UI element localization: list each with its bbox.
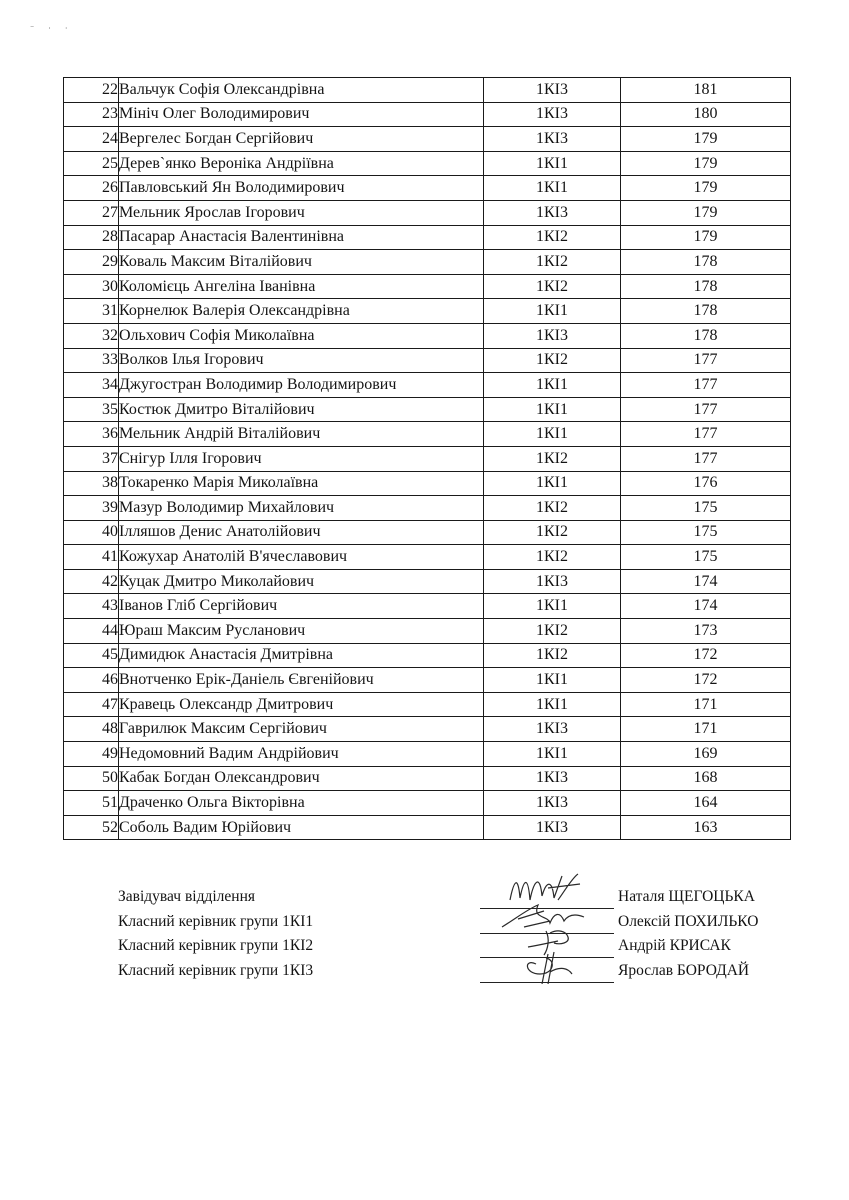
- student-score: 180: [621, 102, 791, 127]
- table-row: [64, 225, 791, 250]
- table-row: [64, 471, 791, 496]
- student-name: Павловський Ян Володимирович: [119, 176, 484, 201]
- row-number: 32: [64, 323, 119, 348]
- student-score: 168: [621, 766, 791, 791]
- row-number: 30: [64, 274, 119, 299]
- student-group: 1КІ1: [484, 594, 621, 619]
- student-name: Снігур Ілля Ігорович: [119, 446, 484, 471]
- table-row: [64, 594, 791, 619]
- student-name: Соболь Вадим Юрійович: [119, 815, 484, 840]
- student-group: 1КІ1: [484, 692, 621, 717]
- student-score: 179: [621, 151, 791, 176]
- signatory-name: Андрій КРИСАК: [618, 937, 731, 954]
- table-row: [64, 348, 791, 373]
- student-group: 1КІ3: [484, 323, 621, 348]
- table-row: [64, 643, 791, 668]
- student-score: 177: [621, 422, 791, 447]
- table-row: [64, 520, 791, 545]
- student-group: 1КІ2: [484, 619, 621, 644]
- row-number: 45: [64, 643, 119, 668]
- student-group: 1КІ2: [484, 643, 621, 668]
- student-group: 1КІ2: [484, 274, 621, 299]
- row-number: 44: [64, 619, 119, 644]
- row-number: 47: [64, 692, 119, 717]
- student-name: Юраш Максим Русланович: [119, 619, 484, 644]
- table-row: [64, 176, 791, 201]
- student-score: 164: [621, 791, 791, 816]
- row-number: 34: [64, 373, 119, 398]
- student-group: 1КІ3: [484, 78, 621, 103]
- ranking-table: [63, 77, 791, 840]
- table-row: [64, 545, 791, 570]
- table-row: [64, 692, 791, 717]
- row-number: 33: [64, 348, 119, 373]
- student-name: Мініч Олег Володимирович: [119, 102, 484, 127]
- student-group: 1КІ1: [484, 151, 621, 176]
- signatory-role: Класний керівник групи 1КІ2: [118, 937, 314, 954]
- table-row: [64, 619, 791, 644]
- table-row: [64, 102, 791, 127]
- row-number: 36: [64, 422, 119, 447]
- student-group: 1КІ3: [484, 791, 621, 816]
- signatory-role: Класний керівник групи 1КІ3: [118, 961, 314, 979]
- table-row: [64, 250, 791, 275]
- table-row: [64, 446, 791, 471]
- student-name: Кравець Олександр Дмитрович: [119, 692, 484, 717]
- student-score: 181: [621, 78, 791, 103]
- student-group: 1КІ3: [484, 200, 621, 225]
- student-score: 171: [621, 692, 791, 717]
- student-name: Токаренко Марія Миколаївна: [119, 471, 484, 496]
- row-number: 29: [64, 250, 119, 275]
- table-row: [64, 323, 791, 348]
- student-score: 175: [621, 545, 791, 570]
- student-name: Волков Ілья Ігорович: [119, 348, 484, 373]
- row-number: 28: [64, 225, 119, 250]
- student-group: 1КІ1: [484, 668, 621, 693]
- student-group: 1КІ2: [484, 520, 621, 545]
- table-row: [64, 373, 791, 398]
- student-group: 1КІ2: [484, 496, 621, 521]
- student-score: 178: [621, 274, 791, 299]
- student-group: 1КІ1: [484, 176, 621, 201]
- row-number: 35: [64, 397, 119, 422]
- student-name: Драченко Ольга Вікторівна: [119, 791, 484, 816]
- table-row: [64, 569, 791, 594]
- student-score: 177: [621, 373, 791, 398]
- student-score: 176: [621, 471, 791, 496]
- student-score: 179: [621, 225, 791, 250]
- student-score: 171: [621, 717, 791, 742]
- student-name: Іванов Гліб Сергійович: [119, 594, 484, 619]
- row-number: 50: [64, 766, 119, 791]
- student-score: 175: [621, 520, 791, 545]
- student-group: 1КІ2: [484, 348, 621, 373]
- student-name: Пасарар Анастасія Валентинівна: [119, 225, 484, 250]
- student-name: Ілляшов Денис Анатолійович: [119, 520, 484, 545]
- student-group: 1КІ1: [484, 742, 621, 767]
- signature-block: [118, 888, 798, 986]
- table-row: [64, 815, 791, 840]
- row-number: 52: [64, 815, 119, 840]
- student-group: 1КІ1: [484, 299, 621, 324]
- table-row: [64, 151, 791, 176]
- row-number: 48: [64, 717, 119, 742]
- student-score: 177: [621, 348, 791, 373]
- table-row: [64, 200, 791, 225]
- student-score: 172: [621, 643, 791, 668]
- student-name: Вальчук Софія Олександрівна: [119, 78, 484, 103]
- student-name: Кабак Богдан Олександрович: [119, 766, 484, 791]
- student-score: 179: [621, 127, 791, 152]
- student-score: 179: [621, 176, 791, 201]
- row-number: 51: [64, 791, 119, 816]
- scan-corner-marks: ⁻ · ·: [30, 24, 74, 33]
- table-row: [64, 274, 791, 299]
- handwritten-signature: [488, 944, 608, 984]
- student-score: 174: [621, 594, 791, 619]
- table-row: [64, 717, 791, 742]
- student-name: Кожухар Анатолій В'ячеславович: [119, 545, 484, 570]
- table-row: [64, 742, 791, 767]
- table-row: [64, 496, 791, 521]
- student-name: Куцак Дмитро Миколайович: [119, 569, 484, 594]
- row-number: 26: [64, 176, 119, 201]
- student-name: Недомовний Вадим Андрійович: [119, 742, 484, 767]
- row-number: 39: [64, 496, 119, 521]
- student-group: 1КІ3: [484, 127, 621, 152]
- signatory-name: Олексій ПОХИЛЬКО: [618, 912, 759, 930]
- signature-row: [118, 888, 798, 913]
- student-score: 163: [621, 815, 791, 840]
- table-row: [64, 78, 791, 103]
- student-group: 1КІ1: [484, 373, 621, 398]
- row-number: 24: [64, 127, 119, 152]
- student-name: Гаврилюк Максим Сергійович: [119, 717, 484, 742]
- student-score: 179: [621, 200, 791, 225]
- student-group: 1КІ1: [484, 397, 621, 422]
- row-number: 37: [64, 446, 119, 471]
- student-score: 173: [621, 619, 791, 644]
- signatory-name: Наталя ЩЕГОЦЬКА: [618, 888, 755, 905]
- table-row: [64, 766, 791, 791]
- student-score: 178: [621, 323, 791, 348]
- student-name: Мельник Ярослав Ігорович: [119, 200, 484, 225]
- student-score: 169: [621, 742, 791, 767]
- student-group: 1КІ2: [484, 225, 621, 250]
- table-row: [64, 791, 791, 816]
- table-row: [64, 299, 791, 324]
- student-group: 1КІ2: [484, 545, 621, 570]
- student-group: 1КІ1: [484, 471, 621, 496]
- row-number: 40: [64, 520, 119, 545]
- row-number: 23: [64, 102, 119, 127]
- student-score: 172: [621, 668, 791, 693]
- student-score: 178: [621, 299, 791, 324]
- signature-row: [118, 937, 798, 962]
- student-group: 1КІ3: [484, 815, 621, 840]
- row-number: 46: [64, 668, 119, 693]
- row-number: 22: [64, 78, 119, 103]
- student-score: 178: [621, 250, 791, 275]
- student-name: Внотченко Ерік-Даніель Євгенійович: [119, 668, 484, 693]
- signature-row: [118, 962, 798, 987]
- signature-line: [480, 982, 614, 983]
- student-group: 1КІ3: [484, 717, 621, 742]
- row-number: 41: [64, 545, 119, 570]
- student-group: 1КІ2: [484, 250, 621, 275]
- row-number: 31: [64, 299, 119, 324]
- table-row: [64, 127, 791, 152]
- row-number: 49: [64, 742, 119, 767]
- table-row: [64, 422, 791, 447]
- student-name: Мазур Володимир Михайлович: [119, 496, 484, 521]
- student-score: 177: [621, 397, 791, 422]
- table-row: [64, 397, 791, 422]
- student-score: 174: [621, 569, 791, 594]
- student-group: 1КІ2: [484, 446, 621, 471]
- student-name: Коваль Максим Віталійович: [119, 250, 484, 275]
- student-name: Мельник Андрій Віталійович: [119, 422, 484, 447]
- student-name: Димидюк Анастасія Дмитрівна: [119, 643, 484, 668]
- row-number: 38: [64, 471, 119, 496]
- student-name: Ольхович Софія Миколаївна: [119, 323, 484, 348]
- student-group: 1КІ3: [484, 569, 621, 594]
- student-group: 1КІ3: [484, 102, 621, 127]
- signatory-name: Ярослав БОРОДАЙ: [618, 961, 750, 979]
- row-number: 43: [64, 594, 119, 619]
- student-group: 1КІ1: [484, 422, 621, 447]
- student-score: 177: [621, 446, 791, 471]
- signatory-role: Завідувач відділення: [118, 888, 255, 905]
- row-number: 42: [64, 569, 119, 594]
- student-name: Корнелюк Валерія Олександрівна: [119, 299, 484, 324]
- student-name: Костюк Дмитро Віталійович: [119, 397, 484, 422]
- student-name: Джугостран Володимир Володимирович: [119, 373, 484, 398]
- student-name: Вергелес Богдан Сергійович: [119, 127, 484, 152]
- student-name: Дерев`янко Вероніка Андріївна: [119, 151, 484, 176]
- student-group: 1КІ3: [484, 766, 621, 791]
- student-score: 175: [621, 496, 791, 521]
- student-name: Коломієць Ангеліна Іванівна: [119, 274, 484, 299]
- signature-row: [118, 913, 798, 938]
- table-row: [64, 668, 791, 693]
- row-number: 25: [64, 151, 119, 176]
- row-number: 27: [64, 200, 119, 225]
- signatory-role: Класний керівник групи 1КІ1: [118, 912, 314, 930]
